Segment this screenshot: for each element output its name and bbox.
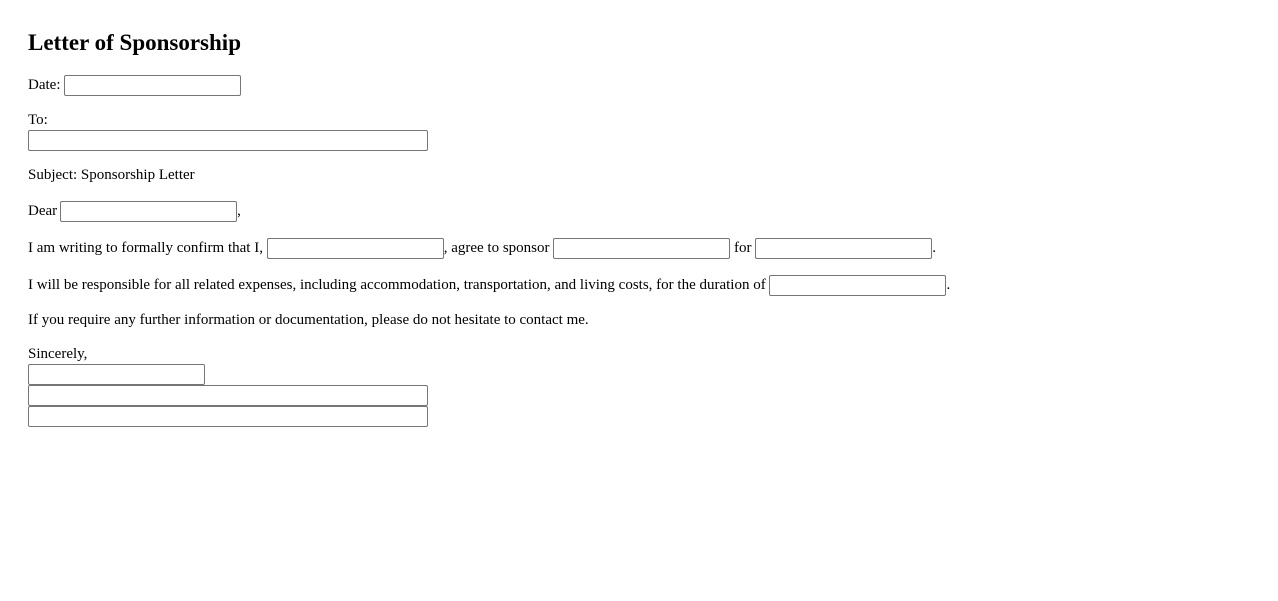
- date-label: Date:: [28, 76, 61, 93]
- date-input[interactable]: [64, 75, 241, 96]
- confirm-row: [28, 238, 936, 259]
- page-title: Letter of Sponsorship: [28, 30, 241, 55]
- dear-label: Dear: [28, 202, 58, 219]
- closing-text: Sincerely,: [28, 346, 88, 362]
- confirm-mid-text: , agree to sponsor: [443, 239, 550, 256]
- confirm-for-text: for: [734, 239, 752, 256]
- confirm-prefix-text: I am writing to formally confirm that I,: [28, 239, 263, 256]
- purpose-input[interactable]: [755, 238, 932, 259]
- date-row: [28, 75, 241, 96]
- subject-line: Subject: Sponsorship Letter: [28, 167, 195, 183]
- sponsor-name-input[interactable]: [267, 238, 444, 259]
- to-input[interactable]: [28, 130, 428, 151]
- responsibility-period: .: [946, 276, 951, 293]
- to-label: To:: [28, 112, 48, 128]
- dear-input[interactable]: [60, 201, 237, 222]
- signature-line-3-input[interactable]: [28, 406, 428, 427]
- signature-line-2-input[interactable]: [28, 385, 428, 406]
- responsibility-row: [28, 275, 950, 296]
- confirm-period: .: [932, 239, 937, 256]
- dear-row: [28, 201, 241, 222]
- dear-comma: ,: [237, 202, 241, 219]
- duration-input[interactable]: [769, 275, 946, 296]
- responsibility-text: I will be responsible for all related expenses, including accommodation, transportation, and living costs, for the duration of: [28, 276, 766, 293]
- signature-name-input[interactable]: [28, 364, 205, 385]
- contact-text: If you require any further information or documentation, please do not hesitate to contact me.: [28, 312, 589, 328]
- sponsee-name-input[interactable]: [553, 238, 730, 259]
